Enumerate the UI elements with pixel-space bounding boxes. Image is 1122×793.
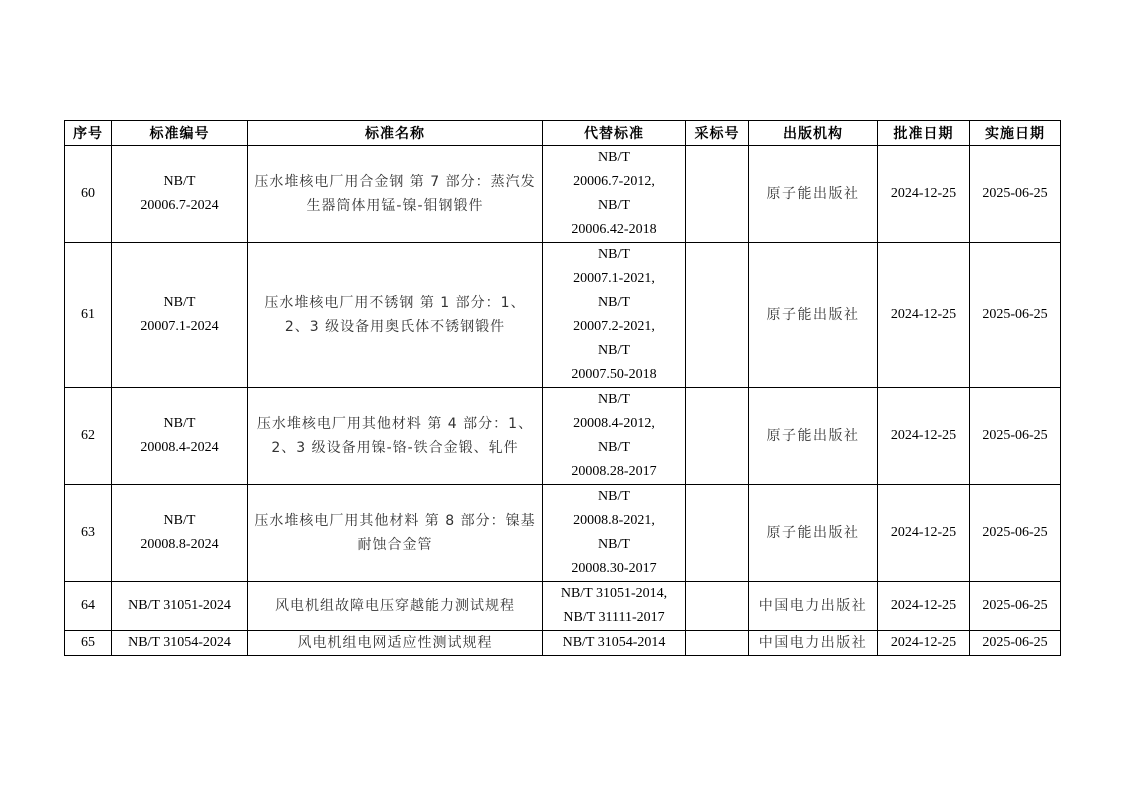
cell-name: 压水堆核电厂用不锈钢 第 1 部分：1、2、3 级设备用奥氏体不锈钢锻件 xyxy=(248,243,543,388)
cell-replaces-line: 20008.30-2017 xyxy=(571,561,657,576)
cell-code-line: NB/T 31051-2024 xyxy=(128,598,231,613)
header-publisher: 出版机构 xyxy=(749,121,878,146)
cell-code xyxy=(112,485,248,582)
cell-code-line: NB/T xyxy=(163,174,196,189)
cell-code xyxy=(112,243,248,388)
cell-replaces xyxy=(543,485,686,582)
header-seq: 序号 xyxy=(65,121,112,146)
cell-effective-date: 2025-06-25 xyxy=(970,631,1061,656)
cell-replaces xyxy=(543,631,686,656)
cell-replaces-line: NB/T xyxy=(598,198,630,213)
cell-publisher: 中国电力出版社 xyxy=(749,631,878,656)
table-body xyxy=(65,146,1061,656)
cell-adopted xyxy=(686,631,749,656)
cell-code-line: NB/T 31054-2024 xyxy=(128,635,231,650)
cell-adopted xyxy=(686,146,749,243)
cell-replaces-line: NB/T xyxy=(598,392,630,407)
cell-seq: 65 xyxy=(65,631,112,656)
cell-code xyxy=(112,631,248,656)
cell-replaces-line: NB/T xyxy=(598,537,630,552)
cell-name: 风电机组故障电压穿越能力测试规程 xyxy=(248,582,543,631)
table-row xyxy=(65,146,1061,243)
header-code: 标准编号 xyxy=(112,121,248,146)
cell-code-line: 20006.7-2024 xyxy=(140,198,219,213)
header-adopted: 采标号 xyxy=(686,121,749,146)
cell-replaces-line: NB/T xyxy=(598,247,630,262)
cell-replaces-line: 20007.2-2021, xyxy=(573,319,655,334)
cell-approval-date: 2024-12-25 xyxy=(878,243,970,388)
cell-code-line: NB/T xyxy=(163,295,196,310)
cell-replaces-line: 20007.50-2018 xyxy=(571,367,657,382)
cell-effective-date: 2025-06-25 xyxy=(970,485,1061,582)
header-name: 标准名称 xyxy=(248,121,543,146)
cell-effective-date: 2025-06-25 xyxy=(970,582,1061,631)
header-row xyxy=(65,121,1061,146)
cell-name: 压水堆核电厂用合金钢 第 7 部分：蒸汽发生器筒体用锰-镍-钼钢锻件 xyxy=(248,146,543,243)
cell-approval-date: 2024-12-25 xyxy=(878,146,970,243)
cell-replaces xyxy=(543,388,686,485)
cell-replaces-line: NB/T xyxy=(598,440,630,455)
cell-adopted xyxy=(686,485,749,582)
cell-seq: 64 xyxy=(65,582,112,631)
cell-effective-date: 2025-06-25 xyxy=(970,388,1061,485)
table-row xyxy=(65,582,1061,631)
cell-replaces-line: NB/T xyxy=(598,489,630,504)
cell-replaces-line: 20007.1-2021, xyxy=(573,271,655,286)
cell-replaces-line: 20006.7-2012, xyxy=(573,174,655,189)
cell-replaces-line: 20008.4-2012, xyxy=(573,416,655,431)
table-row xyxy=(65,631,1061,656)
cell-code-line: 20007.1-2024 xyxy=(140,319,219,334)
table-row xyxy=(65,485,1061,582)
cell-code xyxy=(112,388,248,485)
cell-adopted xyxy=(686,388,749,485)
cell-publisher: 原子能出版社 xyxy=(749,485,878,582)
cell-seq: 60 xyxy=(65,146,112,243)
cell-name: 压水堆核电厂用其他材料 第 8 部分：镍基耐蚀合金管 xyxy=(248,485,543,582)
cell-publisher: 原子能出版社 xyxy=(749,243,878,388)
cell-replaces-line: NB/T xyxy=(598,150,630,165)
cell-adopted xyxy=(686,582,749,631)
header-approval-date: 批准日期 xyxy=(878,121,970,146)
header-effective-date: 实施日期 xyxy=(970,121,1061,146)
cell-adopted xyxy=(686,243,749,388)
cell-approval-date: 2024-12-25 xyxy=(878,485,970,582)
cell-approval-date: 2024-12-25 xyxy=(878,388,970,485)
cell-replaces-line: NB/T 31111-2017 xyxy=(563,610,665,625)
table-row xyxy=(65,388,1061,485)
cell-code-line: 20008.8-2024 xyxy=(140,537,219,552)
cell-code xyxy=(112,146,248,243)
cell-replaces-line: NB/T xyxy=(598,343,630,358)
cell-code-line: NB/T xyxy=(163,416,196,431)
cell-name: 压水堆核电厂用其他材料 第 4 部分：1、2、3 级设备用镍-铬-铁合金锻、轧件 xyxy=(248,388,543,485)
cell-replaces-line: 20008.28-2017 xyxy=(571,464,657,479)
cell-replaces-line: NB/T xyxy=(598,295,630,310)
cell-approval-date: 2024-12-25 xyxy=(878,582,970,631)
cell-publisher: 中国电力出版社 xyxy=(749,582,878,631)
cell-seq: 62 xyxy=(65,388,112,485)
cell-effective-date: 2025-06-25 xyxy=(970,243,1061,388)
cell-replaces xyxy=(543,582,686,631)
cell-publisher: 原子能出版社 xyxy=(749,146,878,243)
cell-seq: 61 xyxy=(65,243,112,388)
standards-table xyxy=(64,120,1061,656)
cell-replaces-line: NB/T 31054-2014 xyxy=(562,635,666,650)
cell-code xyxy=(112,582,248,631)
cell-replaces-line: 20006.42-2018 xyxy=(571,222,657,237)
cell-replaces xyxy=(543,243,686,388)
cell-name: 风电机组电网适应性测试规程 xyxy=(248,631,543,656)
cell-replaces-line: NB/T 31051-2014, xyxy=(560,586,668,601)
table-row xyxy=(65,243,1061,388)
cell-replaces xyxy=(543,146,686,243)
cell-code-line: NB/T xyxy=(163,513,196,528)
cell-publisher: 原子能出版社 xyxy=(749,388,878,485)
header-replaces: 代替标准 xyxy=(543,121,686,146)
cell-effective-date: 2025-06-25 xyxy=(970,146,1061,243)
cell-seq: 63 xyxy=(65,485,112,582)
cell-code-line: 20008.4-2024 xyxy=(140,440,219,455)
cell-approval-date: 2024-12-25 xyxy=(878,631,970,656)
cell-replaces-line: 20008.8-2021, xyxy=(573,513,655,528)
